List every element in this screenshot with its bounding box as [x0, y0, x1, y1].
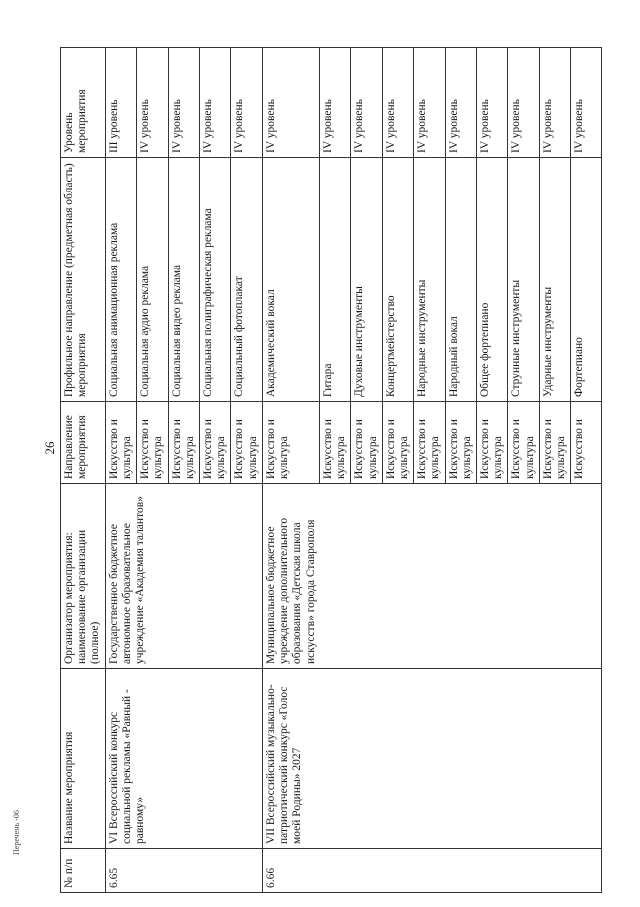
event-direction: Искусство и культура — [199, 402, 230, 484]
event-profile: Струнные инструменты — [508, 158, 539, 402]
event-profile: Социальная аудио реклама — [137, 158, 168, 402]
event-direction: Искусство и культура — [137, 402, 168, 484]
table-row — [262, 48, 319, 893]
events-table — [60, 47, 602, 893]
event-num: 6.65 — [105, 849, 262, 893]
event-direction: Искусство и культура — [231, 402, 262, 484]
event-name: VI Всероссийский конкурс социальной рекламы «Равный - равному» — [105, 669, 262, 849]
event-direction: Искусство и культура — [262, 402, 319, 484]
event-num: 6.66 — [262, 849, 602, 893]
header-org: Организатор мероприятия: наименование организации (полное) — [61, 484, 106, 669]
event-level: IV уровень — [414, 48, 445, 158]
event-level: IV уровень — [477, 48, 508, 158]
event-level: IV уровень — [137, 48, 168, 158]
event-direction: Искусство и культура — [105, 402, 136, 484]
event-direction: Искусство и культура — [168, 402, 199, 484]
event-org: Государственное бюджетное автономное образовательное учреждение «Академия талантов» — [105, 484, 262, 669]
event-level: IV уровень — [168, 48, 199, 158]
event-profile: Концертмейстерство — [382, 158, 413, 402]
event-level: IV уровень — [382, 48, 413, 158]
table-header-row — [61, 48, 106, 893]
event-level: IV уровень — [319, 48, 350, 158]
page-number: 26 — [42, 441, 57, 455]
event-direction: Искусство и культура — [382, 402, 413, 484]
event-profile: Ударные инструменты — [539, 158, 570, 402]
event-profile: Социальная видео реклама — [168, 158, 199, 402]
header-num: № п/п — [61, 849, 106, 893]
event-profile: Социальная полиграфическая реклама — [199, 158, 230, 402]
event-level: IV уровень — [508, 48, 539, 158]
event-level: IV уровень — [262, 48, 319, 158]
event-direction: Искусство и культура — [351, 402, 382, 484]
event-org: Муниципальное бюджетное учреждение дополнительного образования «Детская школа искусств» города Ставрополя — [262, 484, 602, 669]
event-profile: Фортепиано — [571, 158, 602, 402]
footer-text: Перечень -06 — [12, 810, 21, 855]
event-profile: Народный вокал — [445, 158, 476, 402]
event-profile: Народные инструменты — [414, 158, 445, 402]
event-direction: Искусство и культура — [477, 402, 508, 484]
event-direction: Искусство и культура — [539, 402, 570, 484]
header-name: Название мероприятия — [61, 669, 106, 849]
table-row — [105, 48, 136, 893]
event-level: III уровень — [105, 48, 136, 158]
event-direction: Искусство и культура — [445, 402, 476, 484]
header-level: Уровень мероприятия — [61, 48, 106, 158]
event-profile: Социальная анимационная реклама — [105, 158, 136, 402]
event-profile: Социальный фотоплакат — [231, 158, 262, 402]
event-direction: Искусство и культура — [508, 402, 539, 484]
event-name: VII Всероссийский музыкально-патриотический конкурс «Голос моей Родины» 2027 — [262, 669, 602, 849]
header-profile: Профильное направление (предметная область) мероприятия — [61, 158, 106, 402]
event-level: IV уровень — [539, 48, 570, 158]
event-profile: Духовые инструменты — [351, 158, 382, 402]
event-level: IV уровень — [571, 48, 602, 158]
event-direction: Искусство и — [571, 402, 602, 484]
event-profile: Академический вокал — [262, 158, 319, 402]
event-profile: Гитара — [319, 158, 350, 402]
events-table-wrapper — [60, 48, 586, 893]
event-level: IV уровень — [199, 48, 230, 158]
event-level: IV уровень — [351, 48, 382, 158]
event-direction: Искусство и культура — [319, 402, 350, 484]
event-direction: Искусство и культура — [414, 402, 445, 484]
event-profile: Общее фортепиано — [477, 158, 508, 402]
event-level: IV уровень — [445, 48, 476, 158]
event-level: IV уровень — [231, 48, 262, 158]
header-direction: Направление мероприятия — [61, 402, 106, 484]
